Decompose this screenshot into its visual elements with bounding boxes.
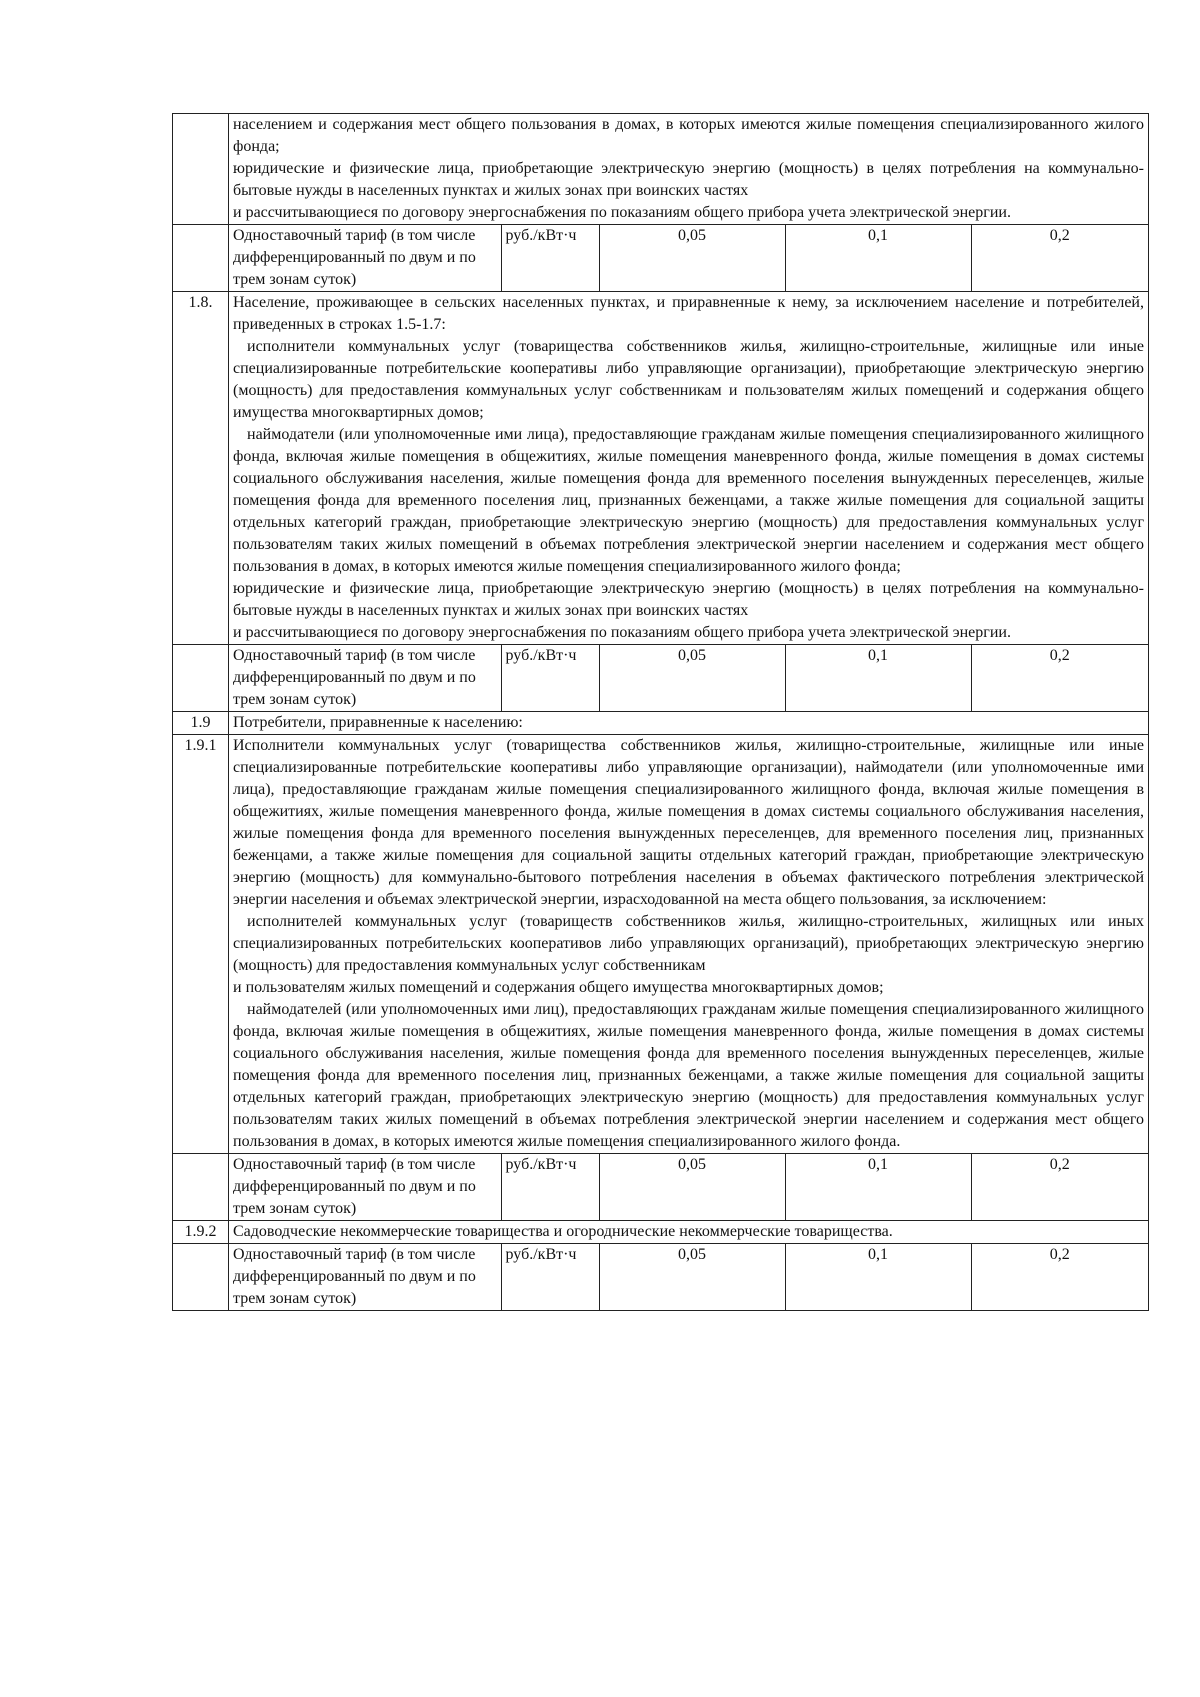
- row-number: 1.9.1: [173, 735, 229, 1154]
- row-description: [229, 712, 1149, 735]
- row-description: [229, 114, 1149, 225]
- row-number: 1.9.2: [173, 1221, 229, 1244]
- paragraph: наймодателей (или уполномоченных ими лиц), предоставляющих гражданам жилые помещения специализированного жилищного фонда, включая жилые помещения в общежитиях, жилые помещения маневренного фонда, жилые помещения в домах системы социального обслуживания населения, жилые помещения фонда для временного поселения вынужденных переселенцев, жилые помещения фонда для временного поселения лиц, признанных беженцами, а также жилые помещения для социальной защиты отдельных категорий граждан, приобретающих электрическую энергию (мощность) для предоставления коммунальных услуг пользователям таких жилых помещений в объемах потребления электрической энергии населением и содержания мест общего пользования в домах, в которых имеются жилые помещения специализированного жилого фонда.: [233, 1001, 1144, 1150]
- paragraph: юридические и физические лица, приобретающие электрическую энергию (мощность) в целях потребления на коммунально-бытовые нужды в населенных пунктах и жилых зонах при воинских частях: [233, 580, 1144, 619]
- tariff-table: [172, 113, 1149, 1311]
- tariff-row: [173, 645, 1149, 712]
- row-description: [229, 1221, 1149, 1244]
- table-row: [173, 1221, 1149, 1244]
- paragraph: юридические и физические лица, приобретающие электрическую энергию (мощность) в целях потребления на коммунально-бытовые нужды в населенных пунктах и жилых зонах при воинских частях: [233, 160, 1144, 199]
- row-number: [173, 114, 229, 225]
- row-number: 1.9: [173, 712, 229, 735]
- table-row: [173, 712, 1149, 735]
- tariff-value: 0,2: [1049, 647, 1070, 664]
- tariff-value: 0,05: [599, 225, 785, 291]
- table-row: [173, 292, 1149, 645]
- table-row: [173, 114, 1149, 225]
- paragraph: Население, проживающее в сельских населенных пунктах, и приравненные к нему, за исключением население и потребителей, приведенных в строках 1.5-1.7:: [233, 294, 1144, 333]
- row-description: [229, 292, 1149, 645]
- tariff-label: Одноставочный тариф (в том числе дифференцированный по двум и по трем зонам суток): [229, 1154, 501, 1220]
- paragraph: и рассчитывающиеся по договору энергоснабжения по показаниям общего прибора учета электрической энергии.: [233, 204, 1011, 221]
- tariff-value: 0,2: [1049, 1156, 1070, 1173]
- paragraph: Потребители, приравненные к населению:: [233, 714, 523, 731]
- tariff-value: 0,1: [785, 645, 971, 711]
- tariff-row: [173, 225, 1149, 292]
- tariff-value: 0,1: [785, 1154, 971, 1220]
- table-row: [173, 735, 1149, 1154]
- paragraph: исполнители коммунальных услуг (товарищества собственников жилья, жилищно-строительные, жилищные или иные специализированные потребительские кооперативы либо управляющие организации), приобретающие электрическую энергию (мощность) для предоставления коммунальных услуг собственникам и пользователям жилых помещений и содержания общего имущества многоквартирных домов;: [233, 338, 1144, 421]
- tariff-unit: руб./кВт·ч: [501, 225, 599, 291]
- paragraph: наймодатели (или уполномоченные ими лица), предоставляющие гражданам жилые помещения специализированного жилищного фонда, включая жилые помещения в общежитиях, жилые помещения маневренного фонда, жилые помещения в домах системы социального обслуживания населения, жилые помещения фонда для временного поселения вынужденных переселенцев, жилые помещения фонда для временного поселения лиц, признанных беженцами, а также жилые помещения для социальной защиты отдельных категорий граждан, приобретающие электрическую энергию (мощность) для предоставления коммунальных услуг пользователям таких жилых помещений в объемах потребления электрической энергии населением и содержания мест общего пользования в домах, в которых имеются жилые помещения специализированного жилого фонда;: [233, 426, 1144, 575]
- tariff-value: 0,2: [1049, 1246, 1070, 1263]
- tariff-label: Одноставочный тариф (в том числе дифференцированный по двум и по трем зонам суток): [229, 225, 501, 291]
- paragraph: и рассчитывающиеся по договору энергоснабжения по показаниям общего прибора учета электрической энергии.: [233, 624, 1011, 641]
- paragraph: Садоводческие некоммерческие товарищества и огороднические некоммерческие товарищества.: [233, 1223, 893, 1240]
- tariff-value: 0,05: [599, 1154, 785, 1220]
- tariff-value: 0,2: [1049, 227, 1070, 244]
- tariff-unit: руб./кВт·ч: [501, 1244, 599, 1310]
- tariff-unit: руб./кВт·ч: [501, 645, 599, 711]
- tariff-value: 0,05: [599, 645, 785, 711]
- row-description: [229, 735, 1149, 1154]
- tariff-value: 0,1: [785, 1244, 971, 1310]
- paragraph: исполнителей коммунальных услуг (товариществ собственников жилья, жилищно-строительных, жилищных или иных специализированных потребительских кооперативов либо управляющих организаций), приобретающих электрическую энергию (мощность) для предоставления коммунальных услуг собственникам: [233, 913, 1144, 974]
- tariff-label: Одноставочный тариф (в том числе дифференцированный по двум и по трем зонам суток): [229, 645, 501, 711]
- tariff-label: Одноставочный тариф (в том числе дифференцированный по двум и по трем зонам суток): [229, 1244, 501, 1310]
- tariff-document: [172, 113, 1148, 1311]
- row-number: 1.8.: [173, 292, 229, 645]
- tariff-value: 0,1: [785, 225, 971, 291]
- tariff-row: [173, 1154, 1149, 1221]
- tariff-row: [173, 1244, 1149, 1311]
- paragraph: населением и содержания мест общего пользования в домах, в которых имеются жилые помещения специализированного жилого фонда;: [233, 116, 1144, 155]
- tariff-unit: руб./кВт·ч: [501, 1154, 599, 1220]
- paragraph: и пользователям жилых помещений и содержания общего имущества многоквартирных домов;: [233, 979, 884, 996]
- tariff-value: 0,05: [599, 1244, 785, 1310]
- paragraph: Исполнители коммунальных услуг (товарищества собственников жилья, жилищно-строительные, жилищные или иные специализированные потребительские кооперативы либо управляющие организации), наймодатели (или уполномоченные ими лица), предоставляющие гражданам жилые помещения специализированного жилищного фонда, включая жилые помещения в общежитиях, жилые помещения маневренного фонда, жилые помещения в домах системы социального обслуживания населения, жилые помещения фонда для временного поселения вынужденных переселенцев, для временного поселения лиц, признанных беженцами, а также жилые помещения для социальной защиты отдельных категорий граждан, приобретающие электрическую энергию (мощность) для коммунально-бытового потребления населения в объемах фактического потребления электрической энергии населения и объемах электрической энергии, израсходованной на места общего пользования, за исключением:: [233, 737, 1144, 908]
